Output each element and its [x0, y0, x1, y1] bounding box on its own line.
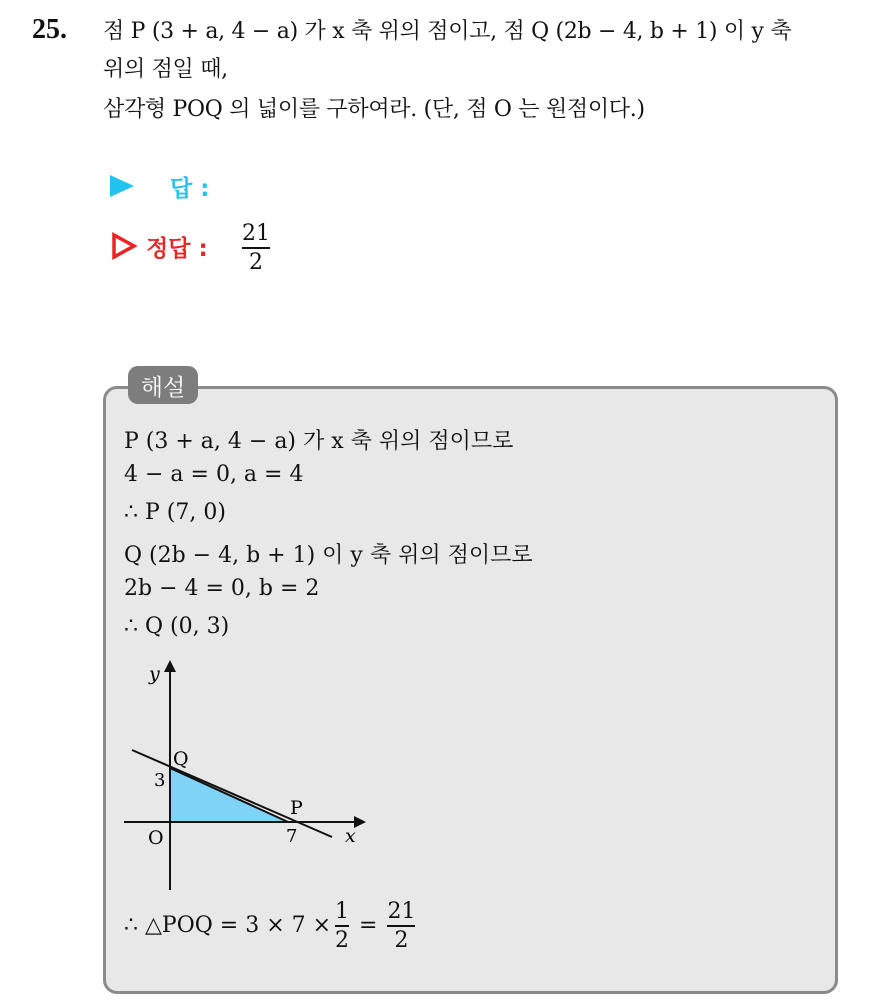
hollow-triangle-icon: [110, 232, 138, 260]
x-tick-7: 7: [286, 826, 298, 847]
answer-row: [110, 166, 209, 206]
x-axis-label: x: [345, 825, 356, 847]
play-icon: [110, 175, 134, 197]
triangle-poq: [170, 768, 288, 822]
point-p-label: P: [290, 797, 303, 819]
point-q-label: Q: [173, 748, 189, 770]
solution-line-3: ∴ P (7, 0): [124, 500, 226, 525]
solution-line-5: 2b − 4 = 0, b = 2: [124, 576, 320, 601]
final-equation: [124, 900, 419, 952]
problem-line-1: 점 P (3 + a, 4 − a) 가 x 축 위의 점이고, 점 Q (2b − 4, b + 1) 이 y 축: [103, 19, 792, 44]
origin-label: O: [148, 827, 164, 849]
solution-line-6: ∴ Q (0, 3): [124, 614, 230, 639]
problem-line-3: 삼각형 POQ 의 넓이를 구하여라. (단, 점 O 는 원점이다.): [103, 97, 645, 122]
solution-line-4: Q (2b − 4, b + 1) 이 y 축 위의 점이므로: [124, 543, 533, 568]
equals-sign: =: [359, 913, 378, 939]
x-axis-arrow: [354, 816, 366, 828]
result-denominator: 2: [394, 927, 409, 953]
half-numerator: 1: [335, 899, 350, 924]
y-axis-arrow: [164, 660, 176, 672]
y-axis-label: y: [149, 663, 160, 685]
result-numerator: 21: [387, 899, 416, 924]
solution-line-2: 4 − a = 0, a = 4: [124, 462, 304, 487]
final-prefix: ∴ △POQ = 3 × 7 ×: [124, 913, 332, 939]
problem-number: 25.: [32, 14, 67, 45]
solution-tag: 해설: [128, 366, 198, 404]
correct-answer-label: 정답 :: [146, 235, 208, 262]
answer-numerator: 21: [242, 221, 270, 246]
half-denominator: 2: [335, 927, 350, 953]
correct-answer-row: [110, 226, 208, 266]
problem-line-2: 위의 점일 때,: [103, 57, 228, 82]
answer-fraction: [238, 222, 274, 274]
coordinate-graph: [118, 654, 378, 899]
y-tick-3: 3: [154, 770, 166, 791]
answer-label: 답 :: [170, 175, 210, 202]
line-pq: [132, 750, 332, 837]
answer-denominator: 2: [249, 249, 263, 275]
solution-line-1: P (3 + a, 4 − a) 가 x 축 위의 점이므로: [124, 429, 514, 454]
